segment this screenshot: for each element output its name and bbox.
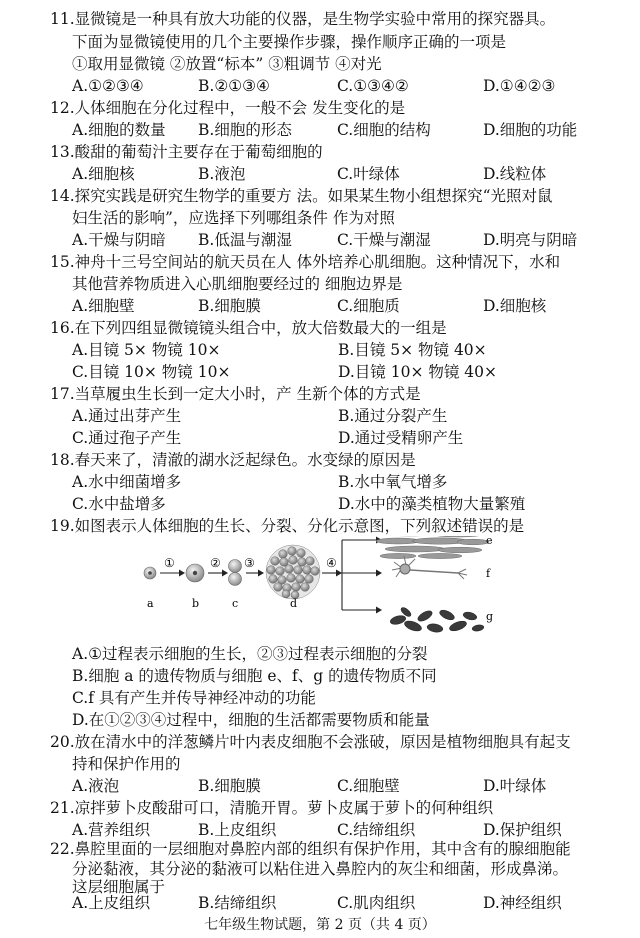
question-19: 19.如图表示人体细胞的生长、分裂、分化示意图，下列叙述错误的是 [50, 517, 525, 535]
branch-arrow-g-head [376, 607, 382, 614]
question-16-options [72, 361, 632, 383]
label-f: f [486, 567, 491, 580]
arrow-4-head [336, 570, 342, 577]
option-b: B.②①③④ [198, 77, 270, 95]
question-17-options [72, 405, 632, 427]
option-d: D.保护组织 [483, 821, 562, 839]
label-e: e [486, 536, 493, 547]
option-a: A.水中细菌增多 [72, 473, 182, 491]
question-18: 18.春天来了，清澈的湖水泛起绿色。水变绿的原因是 [50, 451, 416, 469]
arrow-3-head [258, 570, 264, 577]
question-17: 17.当草履虫生长到一定大小时，产 生新个体的方式是 [50, 385, 421, 403]
cell-e-muscle [376, 536, 489, 559]
option-d: D.叶绿体 [483, 777, 547, 795]
label-a: a [147, 597, 154, 610]
label-c: c [232, 597, 239, 610]
cell-cluster-d [266, 545, 320, 599]
question-14-options [72, 229, 632, 251]
option-c: C.结缔组织 [337, 821, 416, 839]
question-20-line: 持和保护作用的 [72, 755, 181, 773]
question-18-options [72, 493, 632, 515]
option-a: A.目镜 5× 物镜 10× [72, 341, 221, 359]
option-b: B.细胞膜 [198, 777, 261, 795]
question-22-options [72, 892, 632, 914]
question-11: 11.显微镜是一种具有放大功能的仪器，是生物学实验中常用的探究器具。 [50, 10, 556, 28]
question-20-options [72, 775, 632, 797]
question-22-line: 分泌黏液，其分泌的黏液可以粘住进入鼻腔内的灰尘和细菌，形成鼻涕。 [72, 860, 569, 878]
option-d: D.明亮与阴暗 [483, 231, 578, 249]
question-14-line: 妇生活的影响”，应选择下列哪组条件 作为对照 [72, 209, 395, 227]
option-c: C.肌肉组织 [337, 894, 416, 912]
question-17-options [72, 427, 632, 449]
option-c: C.目镜 10× 物镜 10× [72, 363, 231, 381]
step-4-label: ④ [326, 556, 337, 570]
question-19-option-d: D.在①②③④过程中，细胞的生活都需要物质和能量 [72, 711, 430, 729]
arrow-1-head [179, 570, 185, 577]
option-d: D.细胞核 [483, 297, 547, 315]
option-c: C.干燥与潮湿 [337, 231, 431, 249]
option-d: D.水中的藻类植物大量繁殖 [338, 495, 526, 513]
option-b: B.结缔组织 [198, 894, 277, 912]
question-14: 14.探究实践是研究生物学的重要方 法。如果某生物小组想探究“光照对鼠 [50, 187, 553, 205]
option-c: C.细胞质 [337, 297, 400, 315]
label-b: b [192, 597, 200, 610]
option-d: D.通过受精卵产生 [338, 429, 464, 447]
question-11-line: ①取用显微镜 ②放置“标本” ③粗调节 ④对光 [72, 55, 382, 73]
option-c: C.①③④② [337, 77, 409, 95]
question-16: 16.在下列四组显微镜镜头组合中，放大倍数最大的一组是 [50, 319, 447, 337]
option-a: A.营养组织 [72, 821, 151, 839]
question-19-option-b: B.细胞 a 的遗传物质与细胞 e、f、g 的遗传物质不同 [72, 667, 437, 685]
option-b: B.细胞的形态 [198, 121, 292, 139]
option-b: B.目镜 5× 物镜 40× [338, 341, 487, 359]
question-12-options [72, 119, 632, 141]
question-15: 15.神舟十三号空间站的航天员在人 体外培养心肌细胞。这种情况下，水和 [50, 253, 561, 271]
question-21: 21.凉拌萝卜皮酸甜可口，清脆开胃。萝卜皮属于萝卜的何种组织 [50, 799, 494, 817]
cell-g-blood [389, 606, 484, 633]
question-19-option-c: C.f 具有产生并传导神经冲动的功能 [72, 689, 316, 707]
cell-division-diagram [140, 536, 510, 640]
branch-arrow-f-head [376, 570, 382, 577]
step-2-label: ② [210, 556, 221, 570]
question-11-options [72, 75, 632, 97]
question-15-line: 其他营养物质进入心肌细胞要经过的 细胞边界是 [72, 275, 403, 293]
option-d: D.①④②③ [483, 77, 556, 95]
option-c: C.细胞壁 [337, 777, 400, 795]
step-1-label: ① [164, 556, 175, 570]
option-b: B.细胞膜 [198, 297, 261, 315]
question-11-line: 下面为显微镜使用的几个主要操作步骤，操作顺序正确的一项是 [72, 33, 507, 51]
question-20: 20.放在清水中的洋葱鳞片叶内表皮细胞不会涨破，原因是植物细胞具有起支 [50, 733, 571, 751]
question-19-option-a: A.①过程表示细胞的生长，②③过程表示细胞的分裂 [72, 645, 428, 663]
option-b: B.通过分裂产生 [338, 407, 448, 425]
label-g: g [486, 610, 494, 623]
option-d: D.细胞的功能 [483, 121, 578, 139]
question-18-options [72, 471, 632, 493]
question-12: 12.人体细胞在分化过程中，一般不会 发生变化的是 [50, 99, 406, 117]
arrow-2-head [222, 570, 228, 577]
cell-b [186, 564, 204, 582]
option-b: B.液泡 [198, 165, 246, 183]
question-13: 13.酸甜的葡萄汁主要存在于葡萄细胞的 [50, 143, 323, 161]
option-c: C.水中盐增多 [72, 495, 166, 513]
cell-f-neuron [392, 556, 467, 579]
option-a: A.液泡 [72, 777, 120, 795]
option-d: D.目镜 10× 物镜 40× [338, 363, 498, 381]
question-15-options [72, 295, 632, 317]
option-d: D.神经组织 [483, 894, 562, 912]
question-16-options [72, 339, 632, 361]
option-a: A.①②③④ [72, 77, 144, 95]
option-c: C.叶绿体 [337, 165, 400, 183]
question-22-line: 这层细胞属于 [72, 878, 166, 896]
page-footer: 七年级生物试题，第 2 页（共 4 页） [204, 917, 436, 933]
option-c: C.通过孢子产生 [72, 429, 182, 447]
option-b: B.低温与潮湿 [198, 231, 292, 249]
option-a: A.细胞壁 [72, 297, 135, 315]
option-c: C.细胞的结构 [337, 121, 431, 139]
option-a: A.细胞的数量 [72, 121, 166, 139]
cell-a [144, 567, 156, 579]
step-3-label: ③ [244, 556, 255, 570]
option-d: D.线粒体 [483, 165, 547, 183]
label-d: d [290, 597, 298, 610]
option-b: B.水中氧气增多 [338, 473, 448, 491]
option-a: A.细胞核 [72, 165, 135, 183]
option-a: A.上皮组织 [72, 894, 151, 912]
cell-c [229, 560, 242, 586]
question-13-options [72, 163, 632, 185]
option-a: A.干燥与阴暗 [72, 231, 166, 249]
option-b: B.上皮组织 [198, 821, 277, 839]
question-22: 22.鼻腔里面的一层细胞对鼻腔内部的组织有保护作用，其中含有的腺细胞能 [50, 840, 571, 858]
option-a: A.通过出芽产生 [72, 407, 182, 425]
